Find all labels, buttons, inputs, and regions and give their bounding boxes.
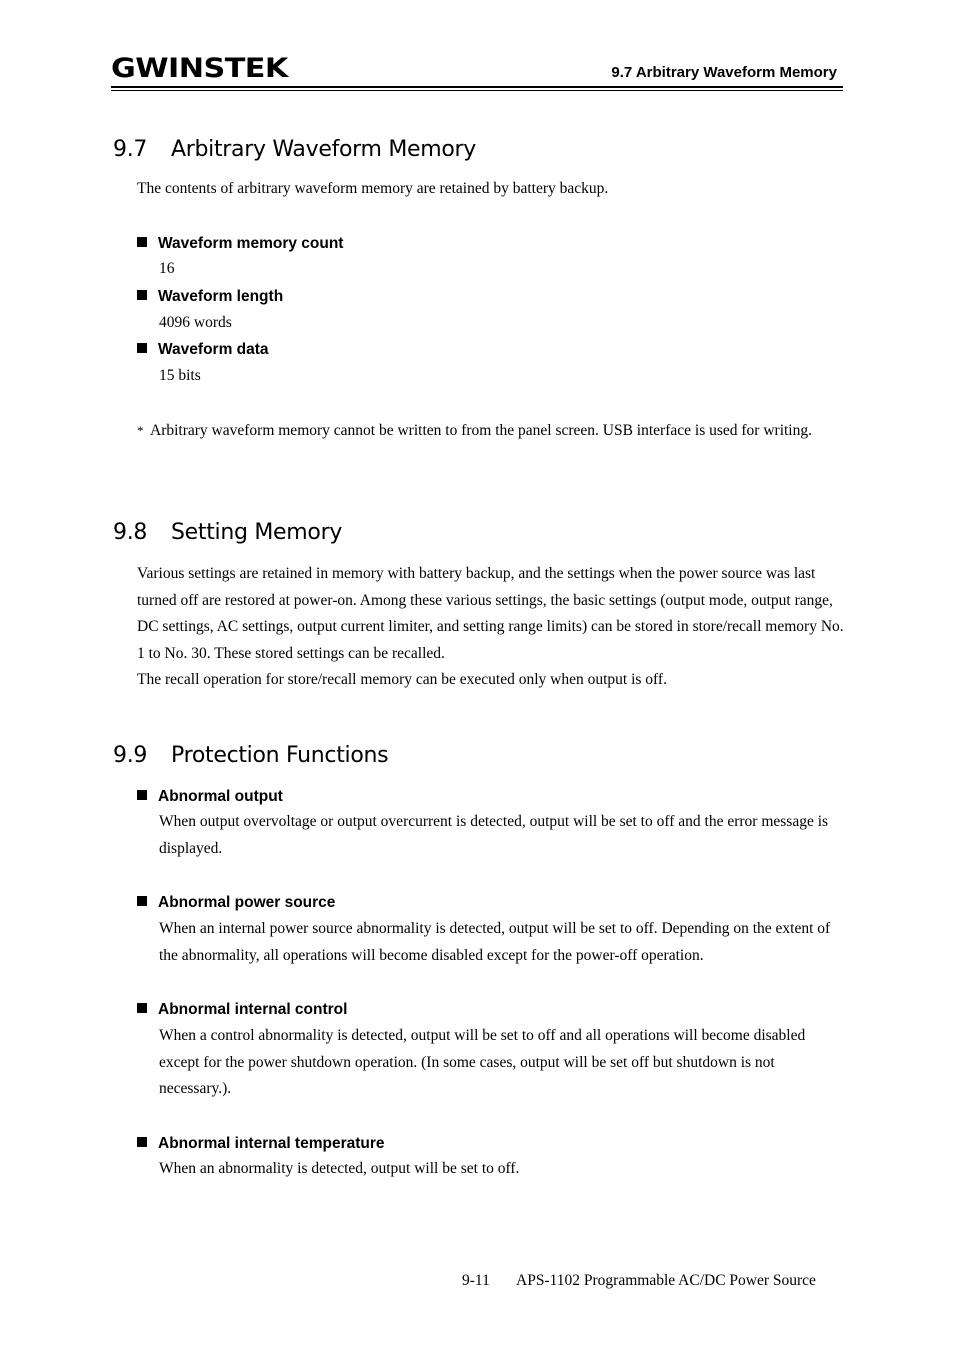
- header-rule-thick: [111, 86, 843, 88]
- section-paragraph: Various settings are retained in memory with battery backup, and the settings when the power source was last turned off are restored at power-on. Among these various settings, the basic settings (output mode, output range, DC settings, AC settings, output current limiter, and setting range limits) can be stored in store/recall memory No. 1 to No. 30. These stored settings can be recalled.: [137, 565, 844, 662]
- square-bullet-icon: [137, 1003, 147, 1013]
- protection-item-text: When an internal power source abnormality is detected, output will be set to off. Depending on the extent of the abnormality, all operations will become disabled except for the power-off operation.: [159, 920, 831, 964]
- section-heading-9-7: [113, 136, 476, 164]
- section-title: Setting Memory: [171, 520, 343, 545]
- section-paragraph: The recall operation for store/recall memory can be executed only when output is off.: [137, 671, 667, 688]
- running-title: 9.7 Arbitrary Waveform Memory: [611, 64, 837, 81]
- asterisk-mark: *: [137, 423, 144, 438]
- protection-item-text: When output overvoltage or output overcurrent is detected, output will be set to off and the error message is displayed.: [159, 813, 829, 857]
- section-title: Protection Functions: [171, 743, 389, 768]
- section-number: 9.7: [113, 137, 148, 162]
- section-heading-9-8: [113, 519, 342, 547]
- page-number: 9-11: [462, 1272, 490, 1289]
- page-footer: [462, 1270, 816, 1292]
- protection-item-text: When a control abnormality is detected, output will be set to off and all operations will become disabled except for the power shutdown operation. (In some cases, output will be set off but shutdown is not necessary.).: [159, 1027, 806, 1097]
- section-heading-9-9: [113, 742, 388, 770]
- brand-logo: GWINSTEK: [111, 53, 288, 84]
- square-bullet-icon: [137, 237, 147, 247]
- section-title: Arbitrary Waveform Memory: [171, 137, 477, 162]
- section-number: 9.9: [113, 743, 148, 768]
- spec-item-value: 16: [159, 260, 175, 277]
- section-number: 9.8: [113, 520, 148, 545]
- page-header: [111, 54, 843, 92]
- square-bullet-icon: [137, 290, 147, 300]
- square-bullet-icon: [137, 343, 147, 353]
- square-bullet-icon: [137, 1137, 147, 1147]
- protection-item-label: Abnormal internal temperature: [137, 1134, 385, 1154]
- protection-item-text: When an abnormality is detected, output will be set to off.: [159, 1160, 520, 1177]
- spec-item-value: 4096 words: [159, 314, 232, 331]
- protection-item-label: Abnormal output: [137, 787, 283, 807]
- footnote-text: Arbitrary waveform memory cannot be written to from the panel screen. USB interface is used for writing.: [150, 422, 812, 439]
- spec-item-value: 15 bits: [159, 367, 201, 384]
- product-name: APS-1102 Programmable AC/DC Power Source: [516, 1272, 816, 1289]
- section-intro: The contents of arbitrary waveform memory are retained by battery backup.: [137, 180, 609, 197]
- protection-item-label: Abnormal power source: [137, 893, 335, 913]
- header-rule-thin: [111, 90, 843, 91]
- footnote: [137, 418, 837, 445]
- spec-item-label: Waveform memory count: [137, 234, 343, 254]
- square-bullet-icon: [137, 896, 147, 906]
- spec-item-label: Waveform length: [137, 287, 283, 307]
- spec-item-label: Waveform data: [137, 340, 269, 360]
- protection-item-label: Abnormal internal control: [137, 1000, 347, 1020]
- square-bullet-icon: [137, 790, 147, 800]
